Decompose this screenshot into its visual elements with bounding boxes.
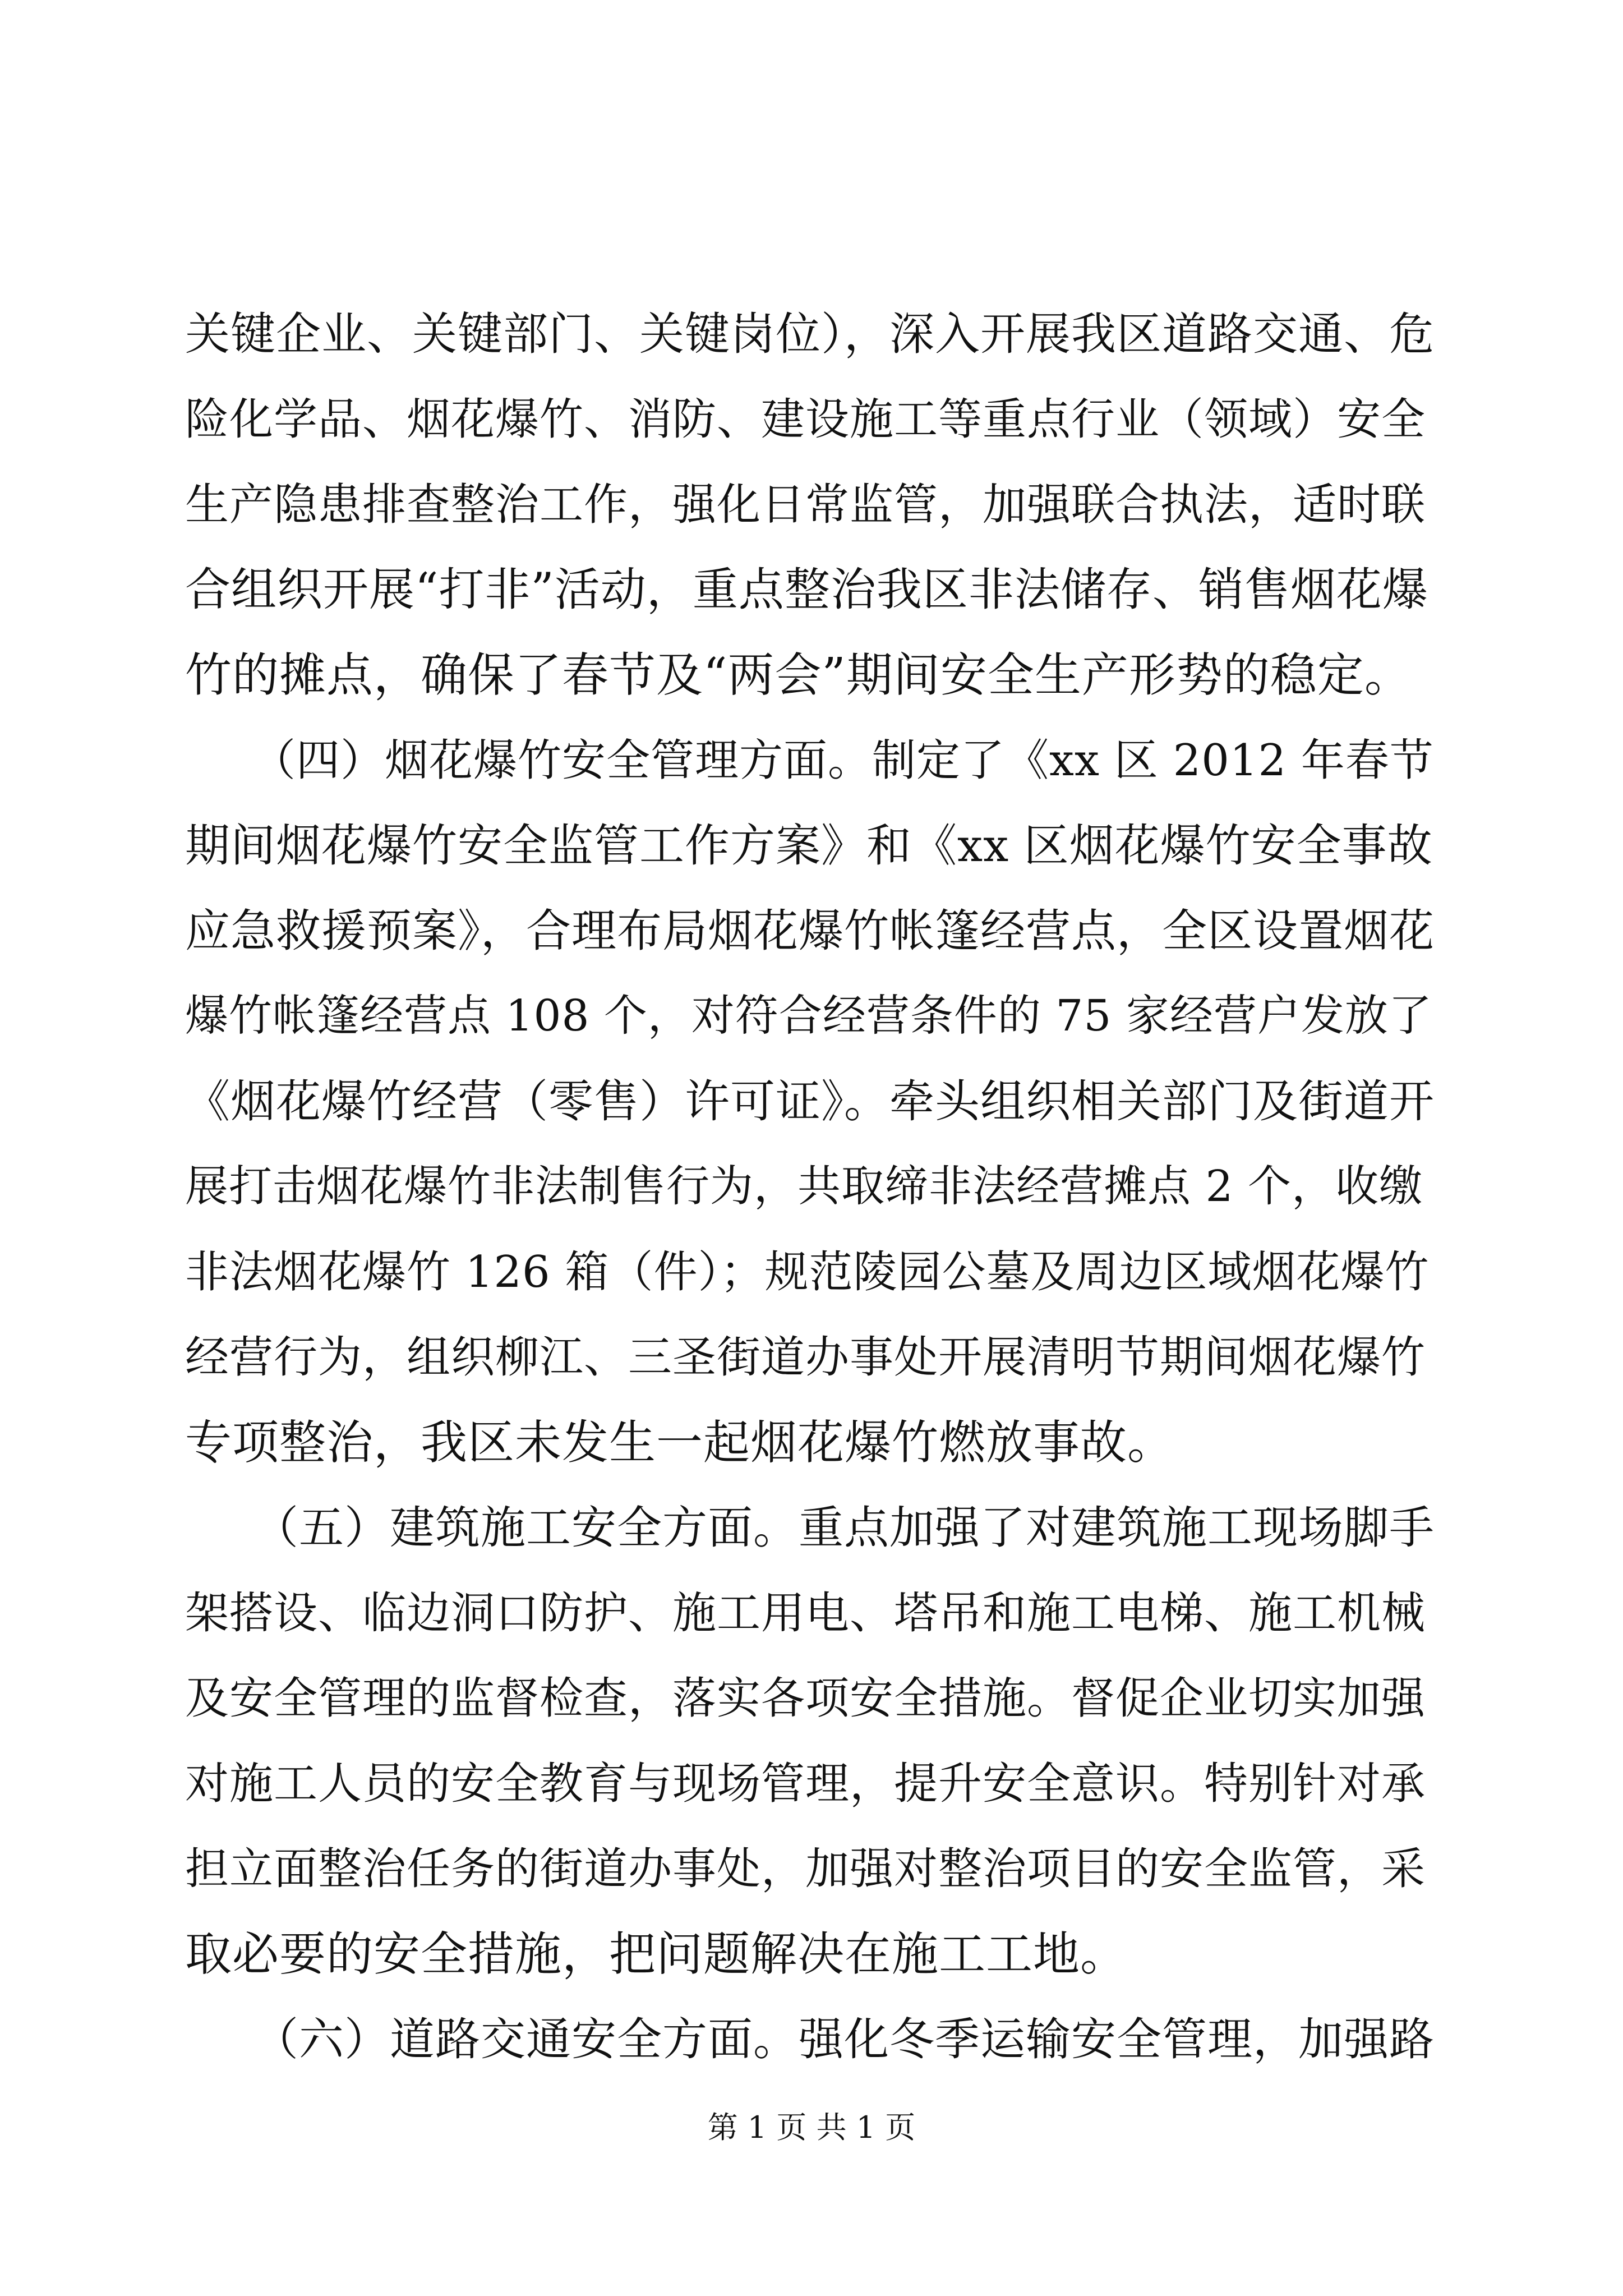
- text-line: 架搭设、临边洞口防护、施工用电、塔吊和施工电梯、施工机械: [185, 1588, 1426, 1639]
- text-line: 担立面整治任务的街道办事处，加强对整治项目的安全监管，采: [185, 1844, 1426, 1894]
- text-line: （五）建筑施工安全方面。重点加强了对建筑施工现场脚手: [185, 1502, 1435, 1554]
- text-line: 对施工人员的安全教育与现场管理，提升安全意识。特别针对承: [185, 1759, 1426, 1809]
- text-line: 专项整治，我区未发生一起烟花爆竹燃放事故。: [185, 1415, 1174, 1470]
- text-line: （六）道路交通安全方面。强化冬季运输安全管理，加强路: [185, 2013, 1435, 2065]
- text-line: 竹的摊点，确保了春节及“两会”期间安全生产形势的稳定。: [185, 648, 1412, 702]
- text-line: （四）烟花爆竹安全管理方面。制定了《xx 区 2012 年春节: [185, 735, 1434, 786]
- text-line: 关键企业、关键部门、关键岗位），深入开展我区道路交通、危: [185, 308, 1435, 360]
- body-text: [185, 292, 1438, 2082]
- text-line: 爆竹帐篷经营点 108 个，对符合经营条件的 75 家经营户发放了: [185, 991, 1432, 1041]
- text-line: 期间烟花爆竹安全监管工作方案》和《xx 区烟花爆竹安全事故: [185, 820, 1433, 872]
- text-line: 应急救援预案》，合理布局烟花爆竹帐篷经营点，全区设置烟花: [185, 905, 1435, 957]
- text-line: 取必要的安全措施，把问题解决在施工工地。: [185, 1927, 1127, 1981]
- text-line: 非法烟花爆竹 126 箱（件）；规范陵园公墓及周边区域烟花爆竹: [185, 1247, 1430, 1297]
- text-line: 《烟花爆竹经营（零售）许可证》。牵头组织相关部门及街道开: [185, 1075, 1435, 1128]
- text-line: 及安全管理的监督检查，落实各项安全措施。督促企业切实加强: [185, 1673, 1426, 1724]
- page-number-footer: 第 1 页 共 1 页: [707, 2110, 916, 2145]
- text-line: 经营行为，组织柳江、三圣街道办事处开展清明节期间烟花爆竹: [185, 1332, 1426, 1383]
- text-line: 展打击烟花爆竹非法制售行为，共取缔非法经营摊点 2 个，收缴: [185, 1162, 1423, 1212]
- text-line: 生产隐患排查整治工作，强化日常监管，加强联合执法，适时联: [185, 480, 1426, 530]
- text-line: 险化学品、烟花爆竹、消防、建设施工等重点行业（领域）安全: [185, 394, 1426, 445]
- text-line: 合组织开展“打非”活动，重点整治我区非法储存、销售烟花爆: [185, 564, 1428, 616]
